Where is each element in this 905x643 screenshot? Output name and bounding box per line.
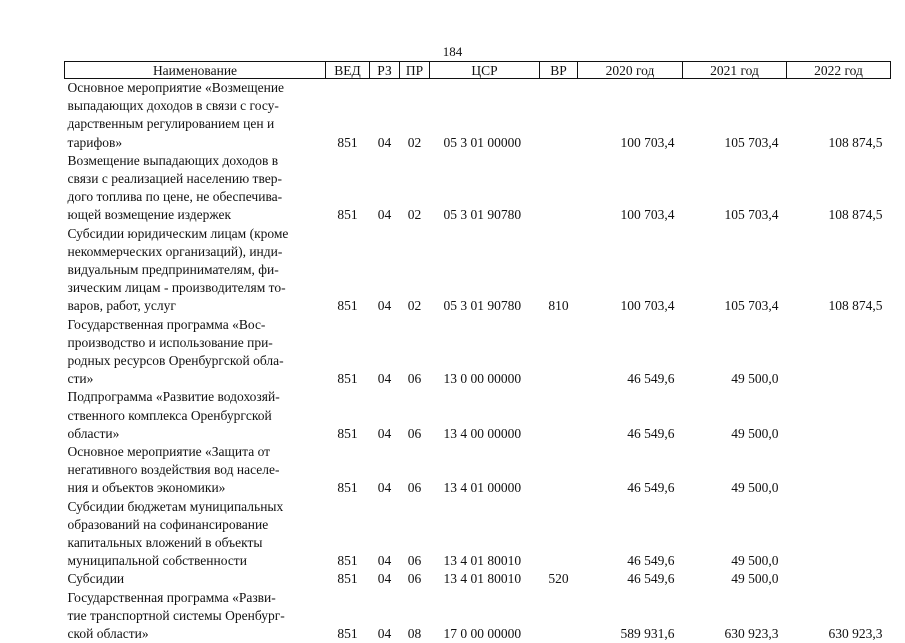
row-name-line: капитальных вложений в объекты [68,534,322,552]
csr-cell: 05 3 01 00000 [430,79,540,152]
row-name-line: дарственным регулированием цен и [68,115,322,133]
rz-cell: 04 [370,152,400,225]
amount-2021-cell: 630 923,3 [683,589,787,643]
row-name-line: зическим лицам - производителям то- [68,279,322,297]
amount-2022-cell: 108 874,5 [787,152,891,225]
amount-2022-cell [787,388,891,443]
row-name-line: образований на софинансирование [68,516,322,534]
vr-cell [540,79,578,152]
amount-2021-cell: 49 500,0 [683,498,787,571]
row-name-line: ния и объектов экономики» [68,479,322,497]
row-name-line: области» [68,425,322,443]
row-name [65,443,326,498]
ved-cell: 851 [326,570,370,588]
row-name-line: ющей возмещение издержек [68,206,322,224]
row-name [65,498,326,571]
header-rz: РЗ [370,62,400,79]
csr-cell: 13 4 01 80010 [430,570,540,588]
row-name-line: сти» [68,370,322,388]
ved-cell: 851 [326,79,370,152]
row-name-line: связи с реализацией населению твер- [68,170,322,188]
rz-cell: 04 [370,79,400,152]
row-name-line: Субсидии бюджетам муниципальных [68,498,322,516]
amount-2022-cell [787,570,891,588]
budget-table [64,61,891,643]
amount-2020-cell: 46 549,6 [578,388,683,443]
row-name [65,225,326,316]
header-pr: ПР [400,62,430,79]
csr-cell: 13 4 00 00000 [430,388,540,443]
amount-2021-cell: 49 500,0 [683,570,787,588]
row-name-line: Государственная программа «Вос- [68,316,322,334]
vr-cell [540,316,578,389]
header-csr: ЦСР [430,62,540,79]
row-name-line: ственного комплекса Оренбургской [68,407,322,425]
row-name-line: производство и использование при- [68,334,322,352]
table-row [65,316,891,389]
csr-cell: 05 3 01 90780 [430,152,540,225]
rz-cell: 04 [370,443,400,498]
amount-2022-cell: 630 923,3 [787,589,891,643]
csr-cell: 13 0 00 00000 [430,316,540,389]
row-name-line: ской области» [68,625,322,643]
row-name-line: варов, работ, услуг [68,297,322,315]
table-row [65,152,891,225]
vr-cell [540,498,578,571]
amount-2022-cell [787,316,891,389]
table-body [65,79,891,643]
amount-2022-cell: 108 874,5 [787,79,891,152]
ved-cell: 851 [326,316,370,389]
rz-cell: 04 [370,225,400,316]
ved-cell: 851 [326,225,370,316]
row-name-line: дого топлива по цене, не обеспечива- [68,188,322,206]
table-row [65,225,891,316]
pr-cell: 08 [400,589,430,643]
amount-2022-cell: 108 874,5 [787,225,891,316]
table-row [65,79,891,152]
row-name-line: выпадающих доходов в связи с госу- [68,97,322,115]
rz-cell: 04 [370,316,400,389]
rz-cell: 04 [370,498,400,571]
csr-cell: 17 0 00 00000 [430,589,540,643]
row-name-line: родных ресурсов Оренбургской обла- [68,352,322,370]
ved-cell: 851 [326,498,370,571]
row-name-line: Основное мероприятие «Возмещение [68,79,322,97]
header-vr: ВР [540,62,578,79]
pr-cell: 02 [400,152,430,225]
pr-cell: 06 [400,316,430,389]
row-name-line: Субсидии [68,570,322,588]
row-name-line: Возмещение выпадающих доходов в [68,152,322,170]
row-name-line: муниципальной собственности [68,552,322,570]
amount-2020-cell: 46 549,6 [578,443,683,498]
amount-2022-cell [787,443,891,498]
header-2021: 2021 год [683,62,787,79]
row-name-line: тие транспортной системы Оренбург- [68,607,322,625]
row-name-line: некоммерческих организаций), инди- [68,243,322,261]
header-ved: ВЕД [326,62,370,79]
amount-2020-cell: 100 703,4 [578,79,683,152]
csr-cell: 13 4 01 80010 [430,498,540,571]
row-name-line: видуальным предпринимателям, фи- [68,261,322,279]
header-name: Наименование [65,62,326,79]
amount-2021-cell: 49 500,0 [683,443,787,498]
pr-cell: 06 [400,443,430,498]
amount-2021-cell: 105 703,4 [683,152,787,225]
vr-cell [540,589,578,643]
row-name-line: Основное мероприятие «Защита от [68,443,322,461]
page-number: 184 [0,44,905,59]
pr-cell: 02 [400,225,430,316]
table-row [65,570,891,588]
csr-cell: 05 3 01 90780 [430,225,540,316]
amount-2021-cell: 49 500,0 [683,388,787,443]
amount-2020-cell: 46 549,6 [578,316,683,389]
amount-2020-cell: 46 549,6 [578,498,683,571]
row-name-line: Подпрограмма «Развитие водохозяй- [68,388,322,406]
amount-2020-cell: 46 549,6 [578,570,683,588]
amount-2021-cell: 49 500,0 [683,316,787,389]
row-name [65,589,326,643]
ved-cell: 851 [326,152,370,225]
header-2022: 2022 год [787,62,891,79]
row-name [65,316,326,389]
table-row [65,388,891,443]
vr-cell [540,388,578,443]
amount-2021-cell: 105 703,4 [683,79,787,152]
row-name [65,388,326,443]
rz-cell: 04 [370,570,400,588]
rz-cell: 04 [370,388,400,443]
ved-cell: 851 [326,388,370,443]
row-name [65,152,326,225]
pr-cell: 02 [400,79,430,152]
amount-2020-cell: 589 931,6 [578,589,683,643]
row-name-line: тарифов» [68,134,322,152]
pr-cell: 06 [400,388,430,443]
amount-2022-cell [787,498,891,571]
pr-cell: 06 [400,498,430,571]
table-row [65,589,891,643]
vr-cell [540,443,578,498]
ved-cell: 851 [326,443,370,498]
vr-cell: 810 [540,225,578,316]
amount-2020-cell: 100 703,4 [578,152,683,225]
vr-cell: 520 [540,570,578,588]
rz-cell: 04 [370,589,400,643]
row-name [65,79,326,152]
amount-2020-cell: 100 703,4 [578,225,683,316]
csr-cell: 13 4 01 00000 [430,443,540,498]
row-name-line: Государственная программа «Разви- [68,589,322,607]
vr-cell [540,152,578,225]
table-row [65,498,891,571]
ved-cell: 851 [326,589,370,643]
table-header [65,62,891,79]
header-2020: 2020 год [578,62,683,79]
row-name-line: негативного воздействия вод населе- [68,461,322,479]
row-name [65,570,326,588]
table-row [65,443,891,498]
row-name-line: Субсидии юридическим лицам (кроме [68,225,322,243]
pr-cell: 06 [400,570,430,588]
amount-2021-cell: 105 703,4 [683,225,787,316]
